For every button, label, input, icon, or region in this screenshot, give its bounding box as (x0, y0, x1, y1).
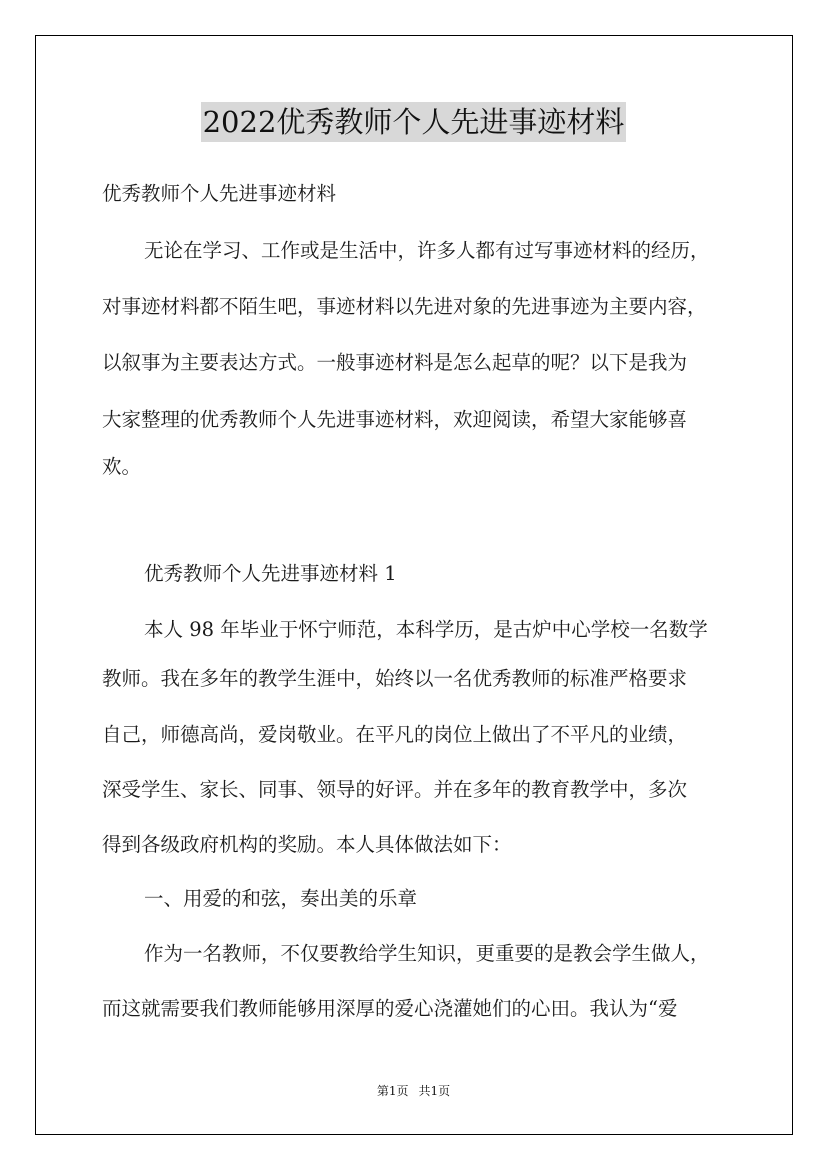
paragraph-line: 本人 98 年毕业于怀宁师范，本科学历，是古炉中心学校一名数学 (144, 618, 708, 641)
paragraph-line: 深受学生、家长、同事、领导的好评。并在多年的教育教学中，多次 (102, 778, 688, 801)
page-number-total: 共1页 (418, 1084, 451, 1098)
section-heading: 优秀教师个人先进事迹材料 1 (144, 562, 397, 585)
document-title: 2022优秀教师个人先进事迹材料 (201, 102, 627, 142)
page-number-current: 第1页 (376, 1084, 409, 1098)
paragraph-line: 教师。我在多年的教学生涯中，始终以一名优秀教师的标准严格要求 (102, 667, 688, 690)
title-container (0, 102, 827, 142)
paragraph-line: 自己，师德高尚，爱岗敬业。在平凡的岗位上做出了不平凡的业绩， (102, 723, 688, 746)
paragraph-line: 欢。 (102, 455, 142, 478)
paragraph-line: 作为一名教师，不仅要教给学生知识，更重要的是教会学生做人， (144, 942, 710, 965)
page-footer (0, 1083, 827, 1099)
paragraph-line: 得到各级政府机构的奖励。本人具体做法如下： (102, 833, 512, 856)
paragraph-line: 大家整理的优秀教师个人先进事迹材料，欢迎阅读，希望大家能够喜 (102, 408, 688, 431)
paragraph-line: 以叙事为主要表达方式。一般事迹材料是怎么起草的呢？以下是我为 (102, 351, 688, 374)
paragraph-line: 无论在学习、工作或是生活中，许多人都有过写事迹材料的经历， (144, 239, 710, 262)
subtitle: 优秀教师个人先进事迹材料 (102, 182, 337, 205)
paragraph-line: 而这就需要我们教师能够用深厚的爱心浇灌她们的心田。我认为“爱 (102, 997, 678, 1020)
subsection-heading: 一、用爱的和弦，奏出美的乐章 (144, 887, 418, 910)
paragraph-line: 对事迹材料都不陌生吧，事迹材料以先进对象的先进事迹为主要内容， (102, 295, 707, 318)
